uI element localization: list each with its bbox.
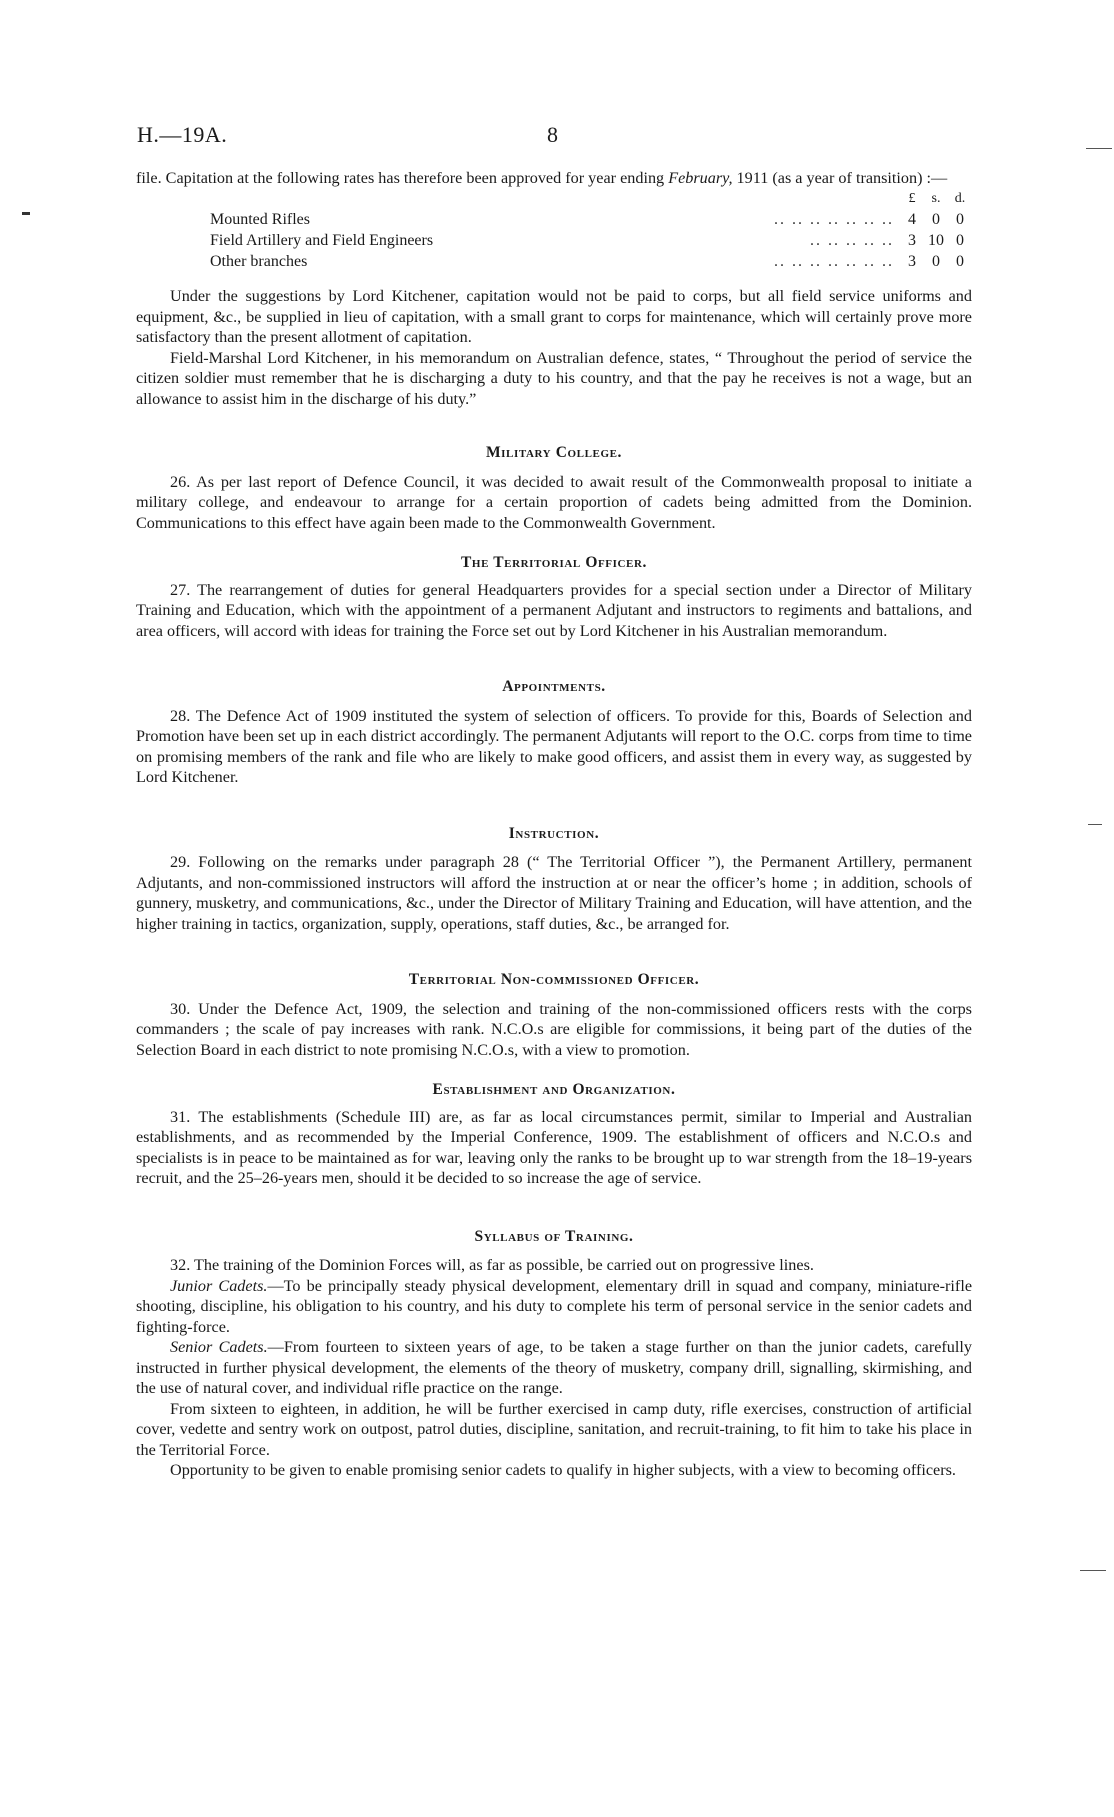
rate-shillings: 10 (928, 231, 944, 249)
kitchener-paragraph: Under the suggestions by Lord Kitchener, capitation would not be paid to corps, but all field service uniforms and equipment, &c., be supplied in lieu of capitation, with a small grant to corps for maintenance, which will certainly prove more satisfactory than the present allotment of capitation. (136, 287, 972, 346)
rate-label: Field Artillery and Field Engineers (210, 231, 434, 249)
margin-mark (22, 212, 30, 215)
shillings-header: s. (931, 190, 941, 206)
paragraph-30: 30. Under the Defence Act, 1909, the selection and training of the non-commissioned officers rests with the corps commanders ; the scale of pay increases with rank. N.C.O.s are eligible for commissions, it being part of the duties of the Selection Board in each district to note promising N.C.O.s, with a view to promotion. (136, 999, 972, 1059)
section-heading: The Territorial Officer. (460, 554, 648, 571)
section-heading: Establishment and Organization. (432, 1081, 676, 1098)
rate-row (210, 230, 972, 251)
paragraph-32: 32. The training of the Dominion Forces will, as far as possible, be carried out on progressive lines. (170, 1256, 814, 1274)
junior-cadets-paragraph: Junior Cadets.—To be principally steady physical development, elementary drill in squad and company, miniature-rifle shooting, discipline, his obligation to his country, and his duty to complete his term of personal service in the senior cadets and fighting-force. (136, 1276, 973, 1336)
paragraph-26: 26. As per last report of Defence Council, it was decided to await result of the Commonwealth proposal to initiate a military college, and endeavour to arrange for a certain proportion of cadets being admitted from the Dominion. Communications to this effect have again been made to the Commonwealth Government. (136, 472, 972, 532)
paragraph-28: 28. The Defence Act of 1909 instituted the system of selection of officers. To provide for this, Boards of Selection and Promotion have been set up in each district accordingly. The permanent Adjutants will report to the O.C. corps from time to time on promising members of the rank and file who are likely to make good officers, and assist them in every way, as suggested by Lord Kitchener. (136, 706, 972, 786)
section-heading: Instruction. (508, 824, 600, 842)
paragraph-31: 31. The establishments (Schedule III) are, as far as local circumstances permit, similar to Imperial and Australian establishments, and as recommended by the Imperial Conference, 1909. The establishment of officers and N.C.O.s and specialists is in peace to be maintained as for war, leaving only the ranks to be brought up to war strength from the 18–19-years recruit, and the 25–26-years men, should it be decided to so increase the age of service. (136, 1107, 972, 1187)
rate-shillings: 0 (932, 252, 940, 270)
capitation-intro: file. Capitation at the following rates has therefore been approved for year ending February, 1911 (as a year of transition) :— (136, 169, 948, 187)
document-body (136, 168, 972, 1481)
capitation-rates-table (210, 189, 972, 273)
junior-cadets-label: Junior Cadets. (170, 1276, 268, 1295)
rate-label: Other branches (210, 252, 308, 270)
senior-cadets-label: Senior Cadets. (170, 1338, 268, 1356)
page-number: 8 (547, 122, 558, 147)
rate-pence: 0 (956, 252, 964, 270)
rate-pence: 0 (956, 231, 964, 249)
margin-mark (1086, 148, 1112, 149)
rate-leader-dots: .. .. .. .. .. .. .. (774, 252, 894, 270)
rate-pence: 0 (956, 210, 964, 228)
opportunity-paragraph: Opportunity to be given to enable promising senior cadets to qualify in higher subjects, with a view to becoming officers. (170, 1461, 956, 1479)
section-heading: Military College. (485, 444, 623, 461)
paragraph-27: 27. The rearrangement of duties for general Headquarters provides for a special section under a Director of Military Training and Education, which with the appointment of a permanent Adjutant and instructors to regiments and battalions, and area officers, will accord with ideas for training the Force set out by Lord Kitchener in his Australian memorandum. (136, 580, 972, 640)
rate-label: Mounted Rifles (210, 210, 310, 228)
rate-row (210, 209, 972, 230)
series-code: H.—19A. (137, 122, 228, 147)
rate-pounds: 4 (908, 210, 916, 228)
capitation-intro-month: February, (668, 169, 733, 187)
senior-cadets-paragraph: Senior Cadets.—From fourteen to sixteen years of age, to be taken a stage further on than the junior cadets, carefully instructed in further physical development, the elements of the theory of musketry, company drill, signalling, skirmishing, and the use of natural cover, and individual rifle practice on the range. (136, 1338, 972, 1397)
margin-mark (1088, 824, 1102, 825)
rate-leader-dots: .. .. .. .. .. .. .. (774, 210, 894, 228)
sixteen-to-eighteen-paragraph: From sixteen to eighteen, in addition, he will be further exercised in camp duty, rifle exercises, construction of artificial cover, vedette and sentry work on outpost, patrol duties, discipline, sanitation, and recruit-training, to fit him to take his place in the Territorial Force. (136, 1399, 972, 1459)
section-heading: Territorial Non-commissioned Officer. (408, 971, 700, 988)
pounds-header: £ (908, 190, 916, 206)
rates-header-row (210, 189, 972, 210)
pence-header: d. (954, 190, 966, 206)
paragraph-29: 29. Following on the remarks under paragraph 28 (“ The Territorial Officer ”), the Permanent Artillery, permanent Adjutants, and non-commissioned instructors will afford the instruction at or near the officer’s home ; in addition, schools of gunnery, musketry, and communications, &c., under the Director of Military Training and Education, will have attention, and the higher training in tactics, organization, supply, operations, staff duties, &c., be arranged for. (136, 853, 972, 933)
section-heading: Syllabus of Training. (474, 1227, 634, 1245)
rate-leader-dots: .. .. .. .. .. (810, 231, 894, 249)
rate-pounds: 3 (908, 231, 916, 249)
margin-mark (1080, 1570, 1106, 1571)
section-heading: Appointments. (502, 678, 606, 695)
kitchener-quote-paragraph: Field-Marshal Lord Kitchener, in his memorandum on Australian defence, states, “ Throughout the period of service the citizen soldier must remember that he is discharging a duty to his country, and that the pay he receives is not a wage, but an allowance to assist him in the discharge of his duty.” (136, 348, 972, 408)
rate-row (210, 251, 972, 272)
rate-shillings: 0 (932, 210, 940, 228)
rate-pounds: 3 (908, 252, 916, 270)
